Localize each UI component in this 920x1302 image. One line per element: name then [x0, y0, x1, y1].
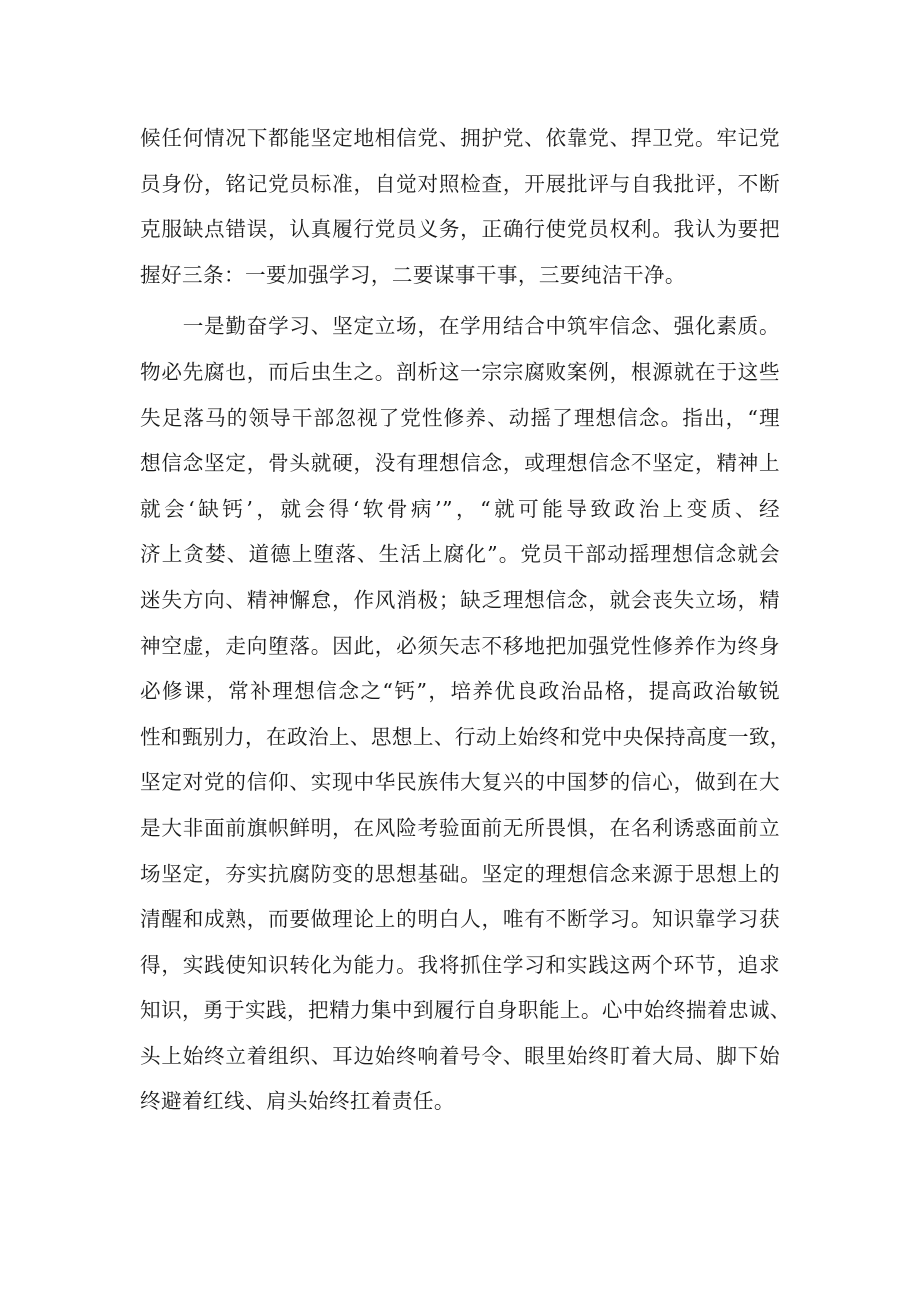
- text-line: 知识，勇于实践，把精力集中到履行自身职能上。心中始终揣着忠诚、: [140, 998, 791, 1023]
- text-line: 坚定对党的信仰、实现中华民族伟大复兴的中国梦的信心，做到在大: [140, 770, 780, 795]
- text-line: 终避着红线、肩头始终扛着责任。: [140, 1089, 455, 1114]
- document-body: [140, 116, 791, 1125]
- text-line: 想信念坚定，骨头就硬，没有理想信念，或理想信念不坚定，精神上: [140, 451, 780, 476]
- text-line: 济上贪婪、道德上堕落、生活上腐化”。党员干部动摇理想信念就会: [140, 542, 780, 567]
- text-line: 场坚定，夯实抗腐防变的思想基础。坚定的理想信念来源于思想上的: [140, 861, 780, 886]
- text-line: 失足落马的领导干部忽视了党性修养、动摇了理想信念。指出，“理: [140, 405, 780, 430]
- text-line: 神空虚，走向堕落。因此，必须矢志不移地把加强党性修养作为终身: [140, 633, 780, 658]
- text-line: 克服缺点错误，认真履行党员义务，正确行使党员权利。我认为要把: [140, 217, 780, 242]
- text-line: 一是勤奋学习、坚定立场，在学用结合中筑牢信念、强化素质。: [140, 314, 780, 339]
- text-line: 握好三条：一要加强学习，二要谋事干事，三要纯洁干净。: [140, 262, 686, 287]
- text-line: 性和甄别力，在政治上、思想上、行动上始终和党中央保持高度一致，: [140, 724, 791, 749]
- text-line: 得，实践使知识转化为能力。我将抓住学习和实践这两个环节，追求: [140, 952, 780, 977]
- text-line: 候任何情况下都能坚定地相信党、拥护党、依靠党、捍卫党。牢记党: [140, 126, 780, 150]
- paragraph-2: [140, 304, 791, 1125]
- text-line: 必修课，常补理想信念之“钙”，培养优良政治品格，提高政治敏锐: [140, 679, 780, 704]
- text-line: 就会‘缺钙’，就会得‘软骨病’”，“就可能导致政治上变质、经: [140, 496, 780, 521]
- paragraph-1: [140, 116, 780, 298]
- text-line: 迷失方向、精神懈怠，作风消极；缺乏理想信念，就会丧失立场，精: [140, 587, 780, 612]
- text-line: 头上始终立着组织、耳边始终响着号令、眼里始终盯着大局、脚下始: [140, 1043, 780, 1068]
- text-line: 员身份，铭记党员标准，自觉对照检查，开展批评与自我批评，不断: [140, 171, 780, 196]
- text-line: 清醒和成熟，而要做理论上的明白人，唯有不断学习。知识靠学习获: [140, 907, 780, 932]
- text-line: 是大非面前旗帜鲜明，在风险考验面前无所畏惧，在名利诱惑面前立: [140, 815, 780, 840]
- text-line: 物必先腐也，而后虫生之。剖析这一宗宗腐败案例，根源就在于这些: [140, 359, 780, 384]
